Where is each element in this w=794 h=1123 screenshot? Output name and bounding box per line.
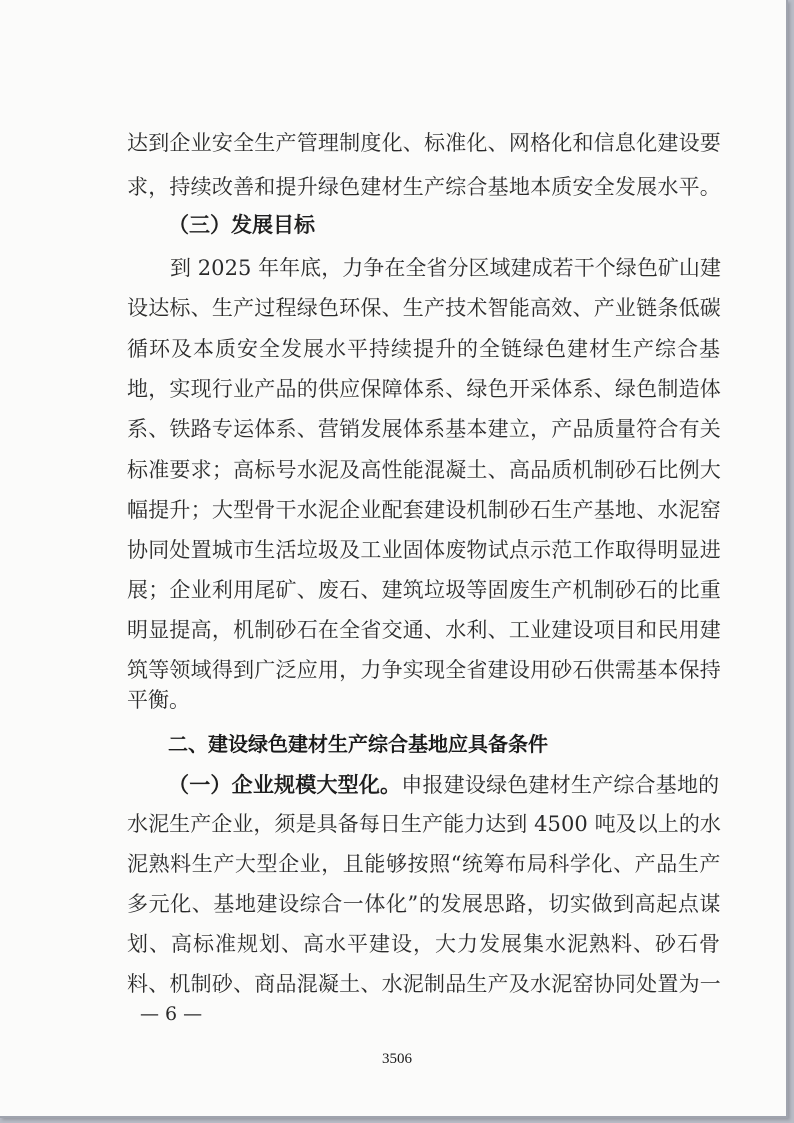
page-number: — 6 —: [140, 1003, 203, 1025]
body-line: [168, 774, 719, 796]
body-line: 协同处置城市生活垃圾及工业固体废物试点示范工作取得明显进: [127, 538, 721, 562]
section-heading: 二、建设绿色建材生产综合基地应具备条件: [168, 732, 548, 756]
section-subheading: （三）发展目标: [168, 212, 315, 237]
body-line: 幅提升；大型骨干水泥企业配套建设机制砂石生产基地、水泥窑: [127, 498, 721, 522]
body-line: 标准要求；高标号水泥及高性能混凝土、高品质机制砂石比例大: [127, 458, 721, 482]
subsection-text: 申报建设绿色建材生产综合基地的: [401, 773, 720, 797]
body-line: 泥熟料生产大型企业，且能够按照“统筹布局科学化、产品生产: [127, 852, 721, 876]
subsection-title: （一）企业规模大型化。: [168, 772, 402, 797]
body-line: 平衡。: [127, 688, 190, 712]
body-line: 筑等领域得到广泛应用，力争实现全省建设用砂石供需基本保持: [127, 658, 721, 682]
body-line: 水泥生产企业，须是具备每日生产能力达到 4500 吨及以上的水: [127, 812, 721, 836]
body-line: 划、高标准规划、高水平建设，大力发展集水泥熟料、砂石骨: [127, 932, 721, 956]
body-line: 到 2025 年年底，力争在全省分区域建成若干个绿色矿山建: [170, 256, 721, 280]
body-line: 系、铁路专运体系、营销发展体系基本建立，产品质量符合有关: [127, 417, 721, 441]
body-line: 达到企业安全生产管理制度化、标准化、网格化和信息化建设要: [127, 131, 721, 155]
body-line: 地，实现行业产品的供应保障体系、绿色开采体系、绿色制造体: [127, 377, 721, 401]
body-line: 求，持续改善和提升绿色建材生产综合基地本质安全发展水平。: [127, 175, 721, 199]
body-line: 多元化、基地建设综合一体化”的发展思路，切实做到高起点谋: [127, 892, 721, 916]
body-line: 展；企业利用尾矿、废石、建筑垃圾等固废生产机制砂石的比重: [127, 578, 721, 602]
body-line: 料、机制砂、商品混凝土、水泥制品生产及水泥窑协同处置为一: [127, 972, 721, 996]
body-line: 设达标、生产过程绿色环保、生产技术智能高效、产业链条低碳: [127, 296, 721, 320]
body-line: 明显提高，机制砂石在全省交通、水利、工业建设项目和民用建: [127, 618, 721, 642]
stamp-number: 3506: [382, 1051, 412, 1067]
body-line: 循环及本质安全发展水平持续提升的全链绿色建材生产综合基: [127, 337, 721, 361]
